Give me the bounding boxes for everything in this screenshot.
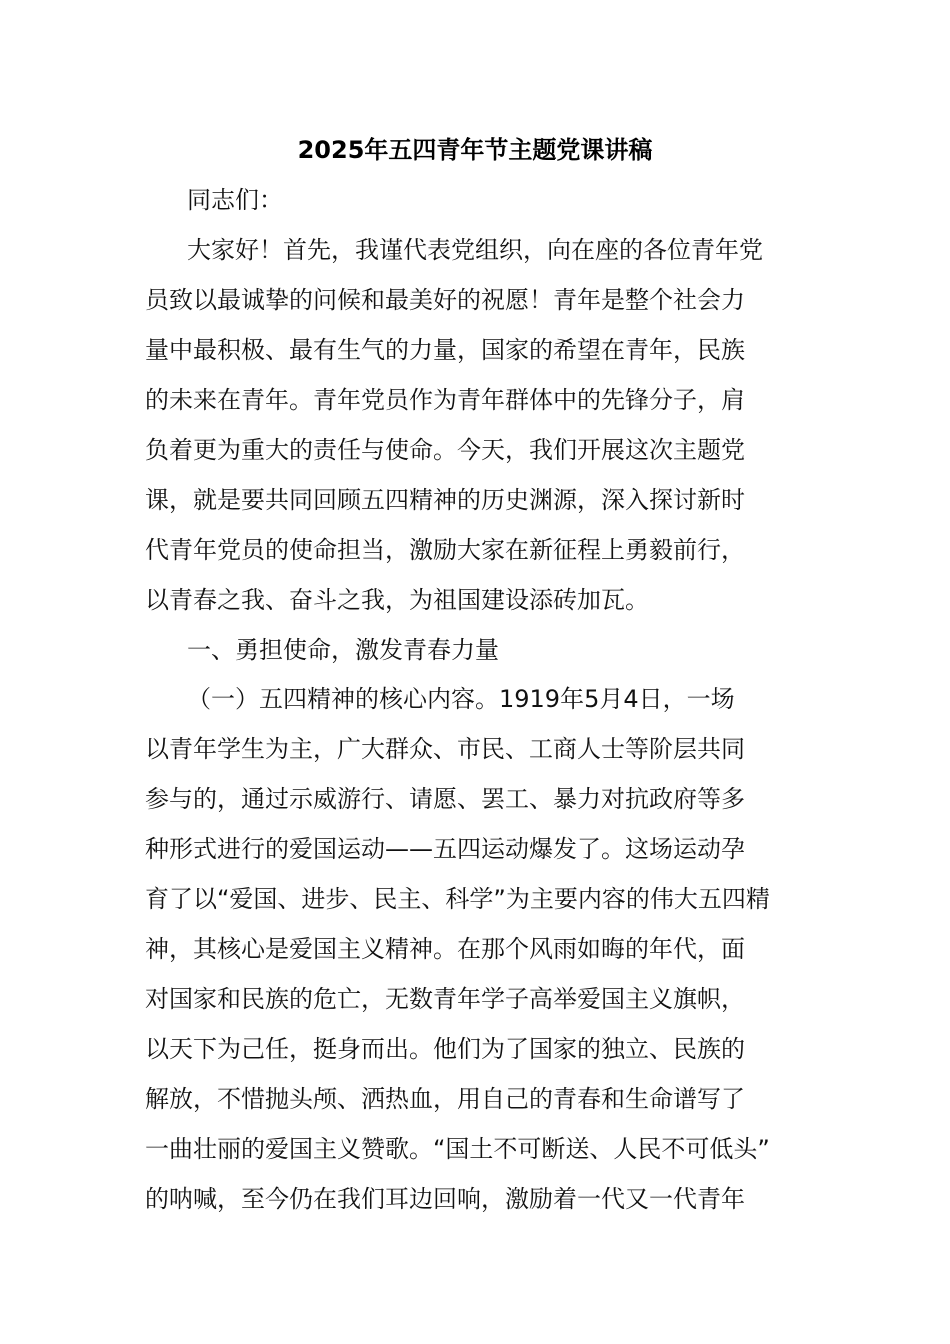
text-line: 种形式进行的爱国运动——五四运动爆发了。这场运动孕: [145, 835, 745, 863]
text-line: 的呐喊，至今仍在我们耳边回响，激励着一代又一代青年: [145, 1185, 745, 1213]
text-line: 大家好！首先，我谨代表党组织，向在座的各位青年党: [187, 236, 763, 264]
text-line: 以青年学生为主，广大群众、市民、工商人士等阶层共同: [145, 735, 745, 763]
text-line: 代青年党员的使命担当，激励大家在新征程上勇毅前行，: [145, 536, 745, 564]
salutation: 同志们：: [187, 186, 283, 214]
text-line: 的未来在青年。青年党员作为青年群体中的先锋分子，肩: [145, 386, 745, 414]
text-line: 量中最积极、最有生气的力量，国家的希望在青年，民族: [145, 336, 745, 364]
text-line: 以天下为己任，挺身而出。他们为了国家的独立、民族的: [145, 1035, 745, 1063]
text-line: 一曲壮丽的爱国主义赞歌。“国土不可断送、人民不可低头”: [145, 1135, 770, 1163]
text-line: 负着更为重大的责任与使命。今天，我们开展这次主题党: [145, 436, 745, 464]
text-line: 课，就是要共同回顾五四精神的历史渊源，深入探讨新时: [145, 486, 745, 514]
text-line: 参与的，通过示威游行、请愿、罢工、暴力对抗政府等多: [145, 785, 745, 813]
text-line: 以青春之我、奋斗之我，为祖国建设添砖加瓦。: [145, 586, 649, 614]
text-line: 神，其核心是爱国主义精神。在那个风雨如晦的年代，面: [145, 935, 745, 963]
text-line: 员致以最诚挚的问候和最美好的祝愿！青年是整个社会力: [145, 286, 745, 314]
text-line: 对国家和民族的危亡，无数青年学子高举爱国主义旗帜，: [145, 985, 745, 1013]
text-line: 解放，不惜抛头颅、洒热血，用自己的青春和生命谱写了: [145, 1085, 745, 1113]
document-title: 2025年五四青年节主题党课讲稿: [297, 136, 653, 164]
text-line: 育了以“爱国、进步、民主、科学”为主要内容的伟大五四精: [145, 885, 770, 913]
text-line: （一）五四精神的核心内容。1919年5月4日，一场: [187, 685, 735, 713]
section-heading: 一、勇担使命，激发青春力量: [187, 636, 499, 664]
